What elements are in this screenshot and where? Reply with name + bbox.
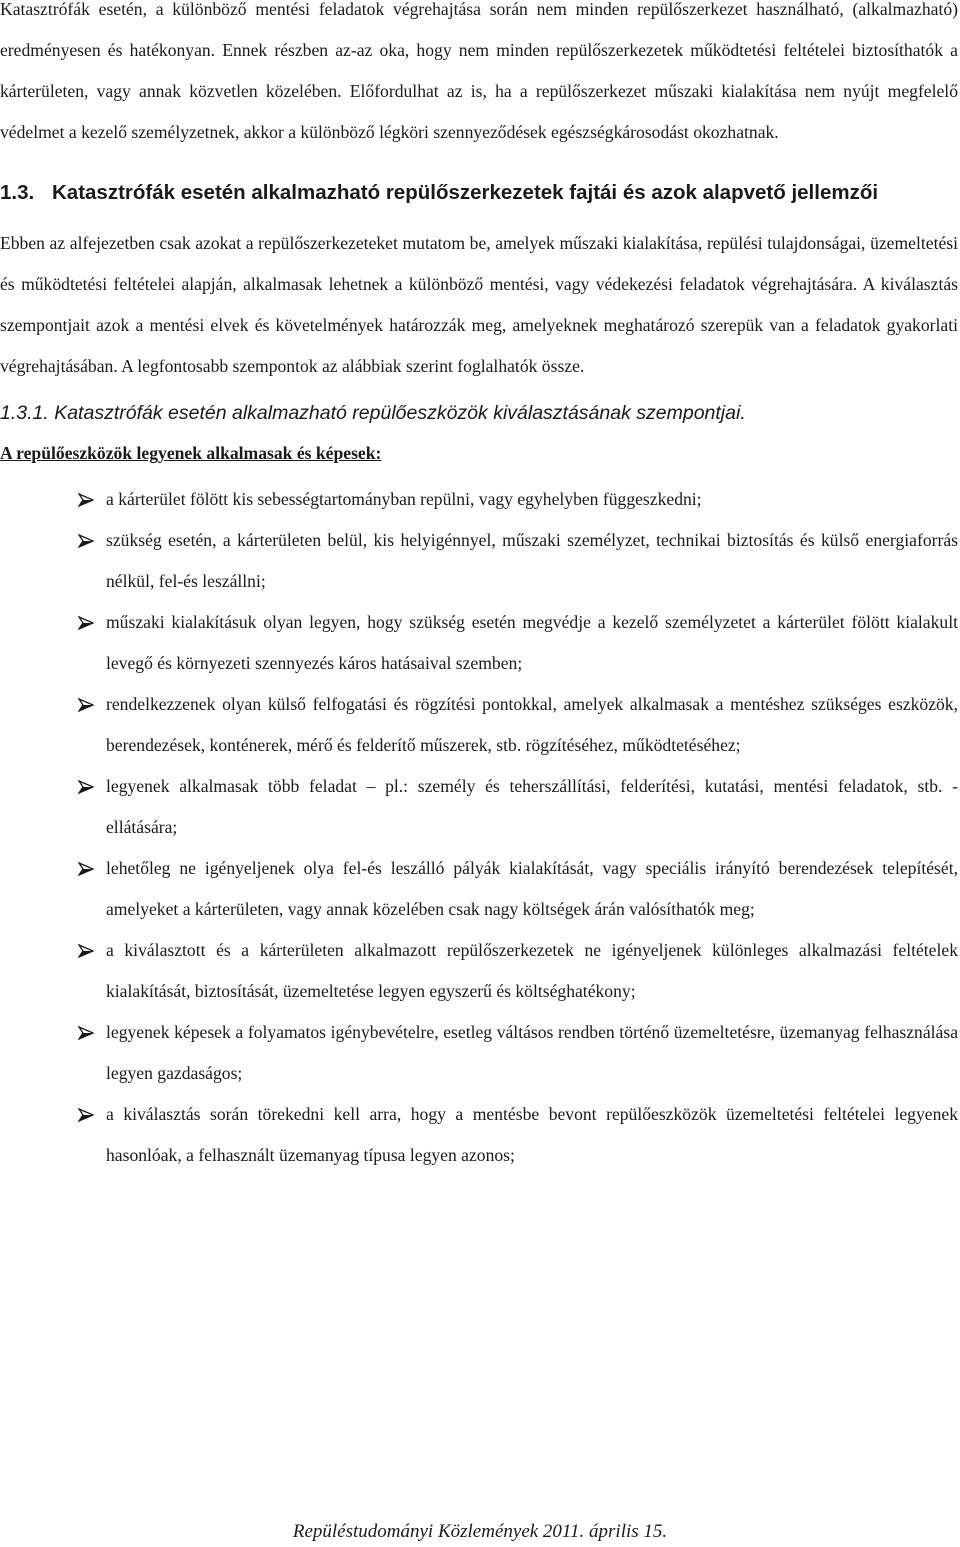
section-heading [0,173,958,213]
list-item [0,1094,958,1176]
list-item-text: lehetőleg ne igényeljenek olya fel-és leszálló pályák kialakítását, vagy speciális irányító berendezések telepítését, amelyeket a kárterületen, vagy annak közelében csak nagy költségek árán valósíthatók meg; [106,858,958,919]
list-item-text: műszaki kialakításuk olyan legyen, hogy szükség esetén megvédje a kezelő személyzetet a kárterület fölött kialakult levegő és környezeti szennyezés káros hatásaival szemben; [106,612,958,673]
intro-paragraph: Katasztrófák esetén, a különböző mentési feladatok végrehajtása során nem minden repülőszerkezet használható, (alkalmazható) eredményesen és hatékonyan. Ennek részben az-az oka, hogy nem minden repülőszerkezetek működtetési feltételei biztosíthatók a kárterületen, vagy annak közvetlen közelében. Előfordulhat az is, ha a repülőszerkezet műszaki kialakítása nem nyújt megfelelő védelmet a kezelő személyzetnek, akkor a különböző légköri szennyeződések egészségkárosodást okozhatnak. [0,0,958,142]
section-number: 1.3. [0,181,35,204]
list-item [0,766,958,848]
list-item-text: szükség esetén, a kárterületen belül, kis helyigénnyel, műszaki személyzet, technikai biztosítás és külső energiaforrás nélkül, fel-és leszállni; [106,530,958,591]
subsection-title: 1.3.1. Katasztrófák esetén alkalmazható repülőeszközök kiválasztásának szempontjai. [0,402,746,424]
list-item [0,930,958,1012]
list-item-text: legyenek alkalmasak több feladat – pl.: személy és teherszállítási, felderítési, kutatási, mentési feladatok, stb. - ellátására; [106,776,958,837]
requirements-list [0,479,958,1176]
list-item [0,479,958,520]
page-footer: Repüléstudományi Közlemények 2011. április 15. [292,1521,668,1542]
list-item-text: legyenek képesek a folyamatos igénybevételre, esetleg váltásos rendben történő üzemeltetésre, üzemanyag felhasználása legyen gazdaságos; [106,1022,958,1083]
list-item [0,684,958,766]
list-item [0,520,958,602]
list-item [0,848,958,930]
list-item-text: a kárterület fölött kis sebességtartományban repülni, vagy egyhelyben függeszkedni; [106,489,702,509]
list-item-text: rendelkezzenek olyan külső felfogatási és rögzítési pontokkal, amelyek alkalmasak a mentéshez szükséges eszközök, berendezések, konténerek, mérő és felderítő műszerek, stb. rögzítéséhez, működtetéséhez; [106,694,958,755]
section-title: Katasztrófák esetén alkalmazható repülőszerkezetek fajtái és azok alapvető jellemzői [52,181,879,204]
section-paragraph: Ebben az alfejezetben csak azokat a repülőszerkezeteket mutatom be, amelyek műszaki kialakítása, repülési tulajdonságai, üzemeltetési és működtetési feltételei alapján, alkalmasak lehetnek a különböző mentési, vagy védekezési feladatok végrehajtására. A kiválasztás szempontjait azok a mentési elvek és követelmények határozzák meg, amelyeknek meghatározó szerepük van a feladatok gyakorlati végrehajtásában. A legfontosabb szempontok az alábbiak szerint foglalhatók össze. [0,233,958,376]
list-item [0,1012,958,1094]
list-lead: A repülőeszközök legyenek alkalmasak és képesek: [0,443,382,463]
list-item [0,602,958,684]
list-item-text: a kiválasztás során törekedni kell arra, hogy a mentésbe bevont repülőeszközök üzemeltetési feltételei legyenek hasonlóak, a felhasznált üzemanyag típusa legyen azonos; [106,1104,958,1165]
list-item-text: a kiválasztott és a kárterületen alkalmazott repülőszerkezetek ne igényeljenek különleges alkalmazási feltételek kialakítását, biztosítását, üzemeltetése legyen egyszerű és költséghatékony; [106,940,958,1001]
